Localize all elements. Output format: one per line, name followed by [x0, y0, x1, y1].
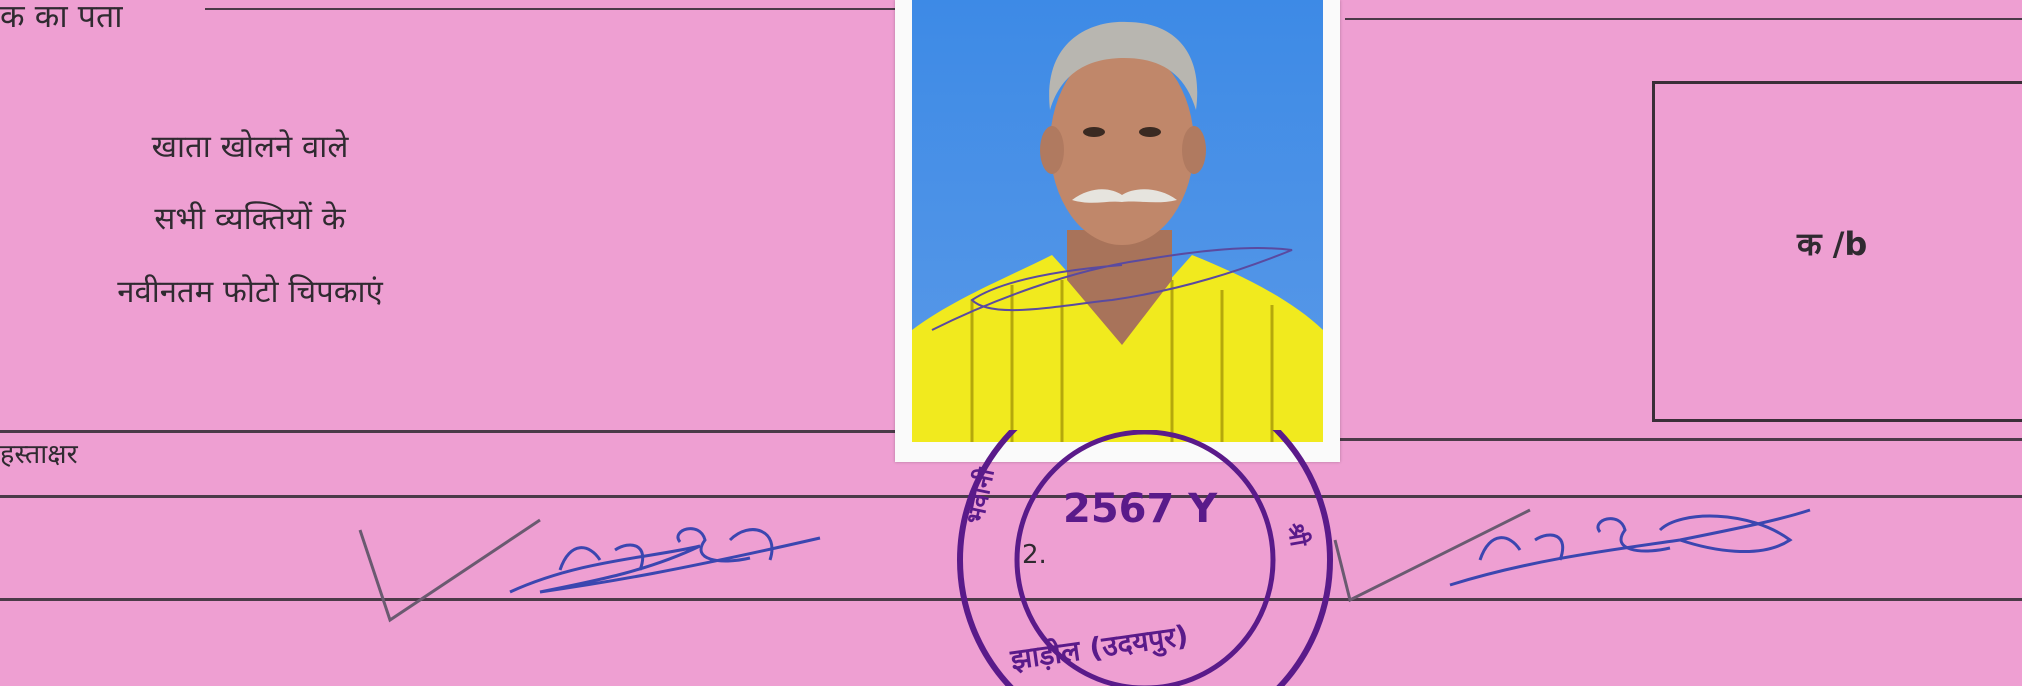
rule-1: [0, 430, 895, 433]
instruction-line-2: सभी व्यक्तियों के: [154, 201, 346, 237]
applicant-photo: [895, 0, 1340, 462]
address-label: क का पता: [0, 0, 123, 35]
field-number: 2.: [1022, 540, 1047, 570]
applicant-signature-left: [350, 500, 870, 630]
stamp-bottom-text: झाड़ोल (उदयपुर): [1008, 618, 1191, 677]
instruction-line-1: खाता खोलने वाले: [151, 129, 349, 165]
rule-1-right: [1340, 438, 2022, 441]
signature-label: हस्ताक्षर: [0, 439, 78, 470]
serial-number-box: [1652, 81, 2022, 422]
stamp-right-text: श्री: [1281, 520, 1314, 549]
photo-image: [912, 0, 1323, 442]
stamp-top-text: भवानी: [960, 465, 1000, 527]
top-rule: [205, 8, 895, 10]
box-label: क /b: [1797, 225, 1868, 263]
applicant-signature-right: [1330, 490, 1830, 610]
stamp-number: 2567 Y: [1063, 486, 1218, 532]
instruction-line-3: नवीनतम फोटो चिपकाएं: [117, 274, 383, 310]
top-rule-right: [1345, 18, 2022, 20]
